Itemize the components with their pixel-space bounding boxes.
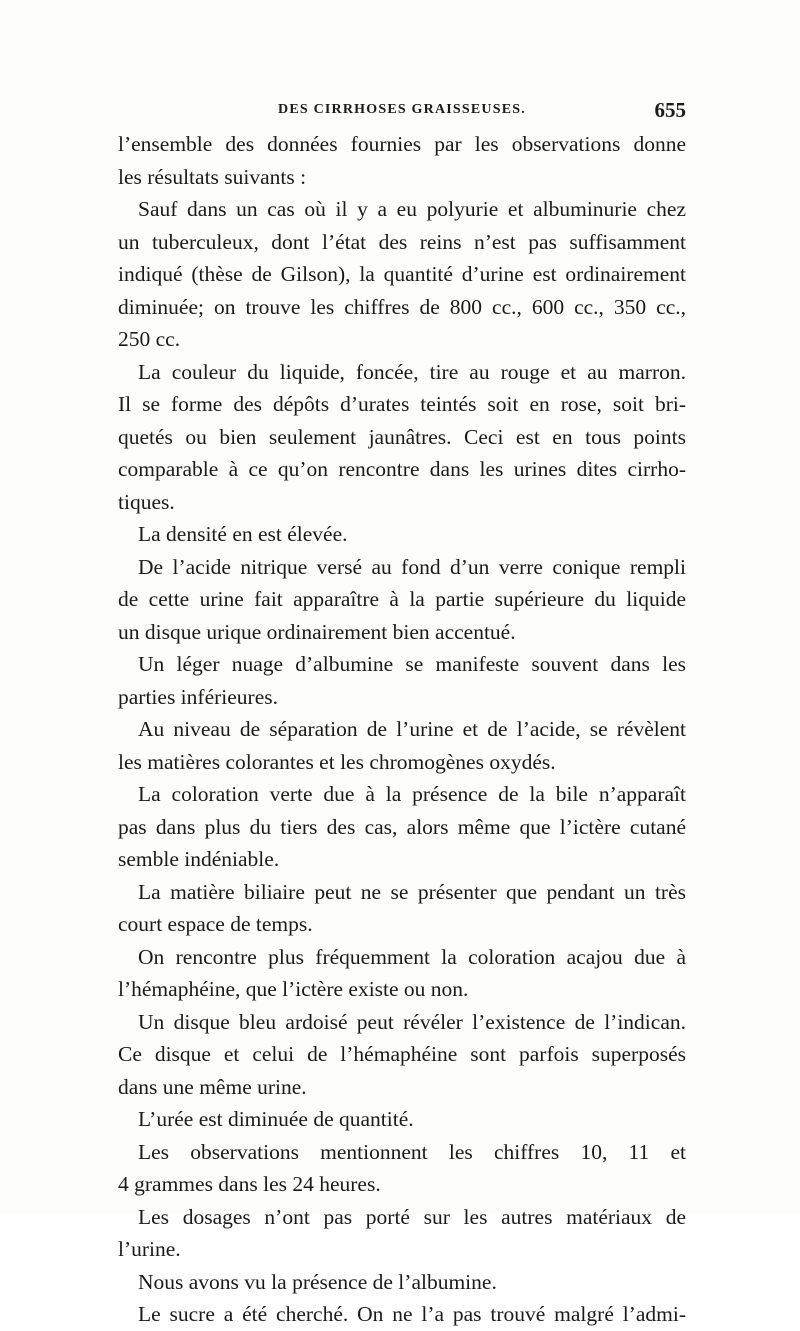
text-line: de cette urine fait apparaître à la partie supérieure du liquide <box>118 587 686 611</box>
text-line: De l’acide nitrique versé au fond d’un verre conique rempli <box>138 554 686 579</box>
text-line: un disque urique ordinairement bien accentué. <box>118 619 516 644</box>
text-line: 250 cc. <box>118 327 181 351</box>
text-line: dans une même urine. <box>118 1074 307 1099</box>
text-line: tiques. <box>118 489 175 514</box>
text-line: Il se forme des dépôts d’urates teintés soit en rose, soit bri- <box>118 392 686 416</box>
text-line: Au niveau de séparation de l’urine et de l’acide, se révèlent <box>138 717 686 741</box>
text-line: La densité en est élevée. <box>138 522 348 546</box>
text-line: semble indéniable. <box>118 847 280 871</box>
text-line: l’ensemble des données fournies par les observations donne <box>118 132 686 156</box>
text-line: Un disque bleu ardoisé peut révéler l’existence de l’indican. <box>138 1009 686 1034</box>
text-line: L’urée est diminuée de quantité. <box>138 1107 414 1131</box>
text-line: court espace de temps. <box>118 912 313 936</box>
text-line: On rencontre plus fréquemment la coloration acajou due à <box>138 944 686 969</box>
text-line: indiqué (thèse de Gilson), la quantité d’urine est ordinairement <box>118 262 686 286</box>
text-line: les résultats suivants : <box>118 164 307 189</box>
text-line: La matière biliaire peut ne se présenter que pendant un très <box>138 879 686 904</box>
text-line: Sauf dans un cas où il y a eu polyurie et albuminurie chez <box>138 197 686 221</box>
text-line: diminuée; on trouve les chiffres de 800 cc., 600 cc., 350 cc., <box>118 294 686 319</box>
text-line: un tuberculeux, dont l’état des reins n’est pas suffisamment <box>118 229 686 254</box>
text-line: Nous avons vu la présence de l’albumine. <box>138 1269 497 1294</box>
running-head: DES CIRRHOSES GRAISSEUSES. <box>278 102 526 117</box>
body-text <box>118 128 686 1331</box>
text-line: quetés ou bien seulement jaunâtres. Ceci est en tous points <box>118 424 686 449</box>
text-line: l’hémaphéine, que l’ictère existe ou non. <box>118 977 469 1001</box>
text-line: Le sucre a été cherché. On ne l’a pas trouvé malgré l’admi- <box>138 1302 686 1326</box>
page-header <box>118 98 686 126</box>
text-line: Un léger nuage d’albumine se manifeste souvent dans les <box>138 652 686 676</box>
text-line: comparable à ce qu’on rencontre dans les urines dites cirrho- <box>118 457 686 481</box>
text-line: La couleur du liquide, foncée, tire au rouge et au marron. <box>138 359 686 384</box>
text-line: La coloration verte due à la présence de la bile n’apparaît <box>138 782 686 806</box>
page-number: 655 <box>654 98 686 122</box>
text-line: pas dans plus du tiers des cas, alors même que l’ictère cutané <box>118 814 686 839</box>
text-line: Les observations mentionnent les chiffres 10, 11 et <box>138 1139 686 1164</box>
text-line: Les dosages n’ont pas porté sur les autres matériaux de <box>138 1204 686 1229</box>
text-line: 4 grammes dans les 24 heures. <box>118 1172 381 1196</box>
text-line: Ce disque et celui de l’hémaphéine sont parfois superposés <box>118 1042 686 1066</box>
text-line: les matières colorantes et les chromogènes oxydés. <box>118 749 556 774</box>
text-line: parties inférieures. <box>118 684 278 709</box>
text-line: l’urine. <box>118 1237 181 1261</box>
